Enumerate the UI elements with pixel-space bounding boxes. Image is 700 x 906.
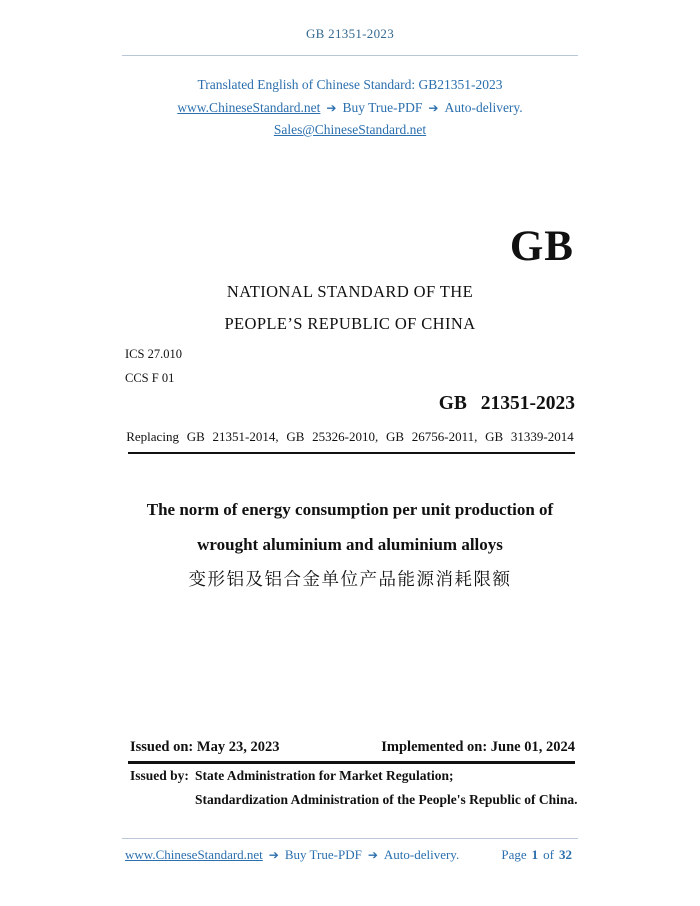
document-title-chinese: 变形铝及铝合金单位产品能源消耗限额 (188, 569, 512, 589)
footer-auto-delivery-text: Auto-delivery. (383, 847, 460, 862)
header-doc-code: GB 21351-2023 (305, 26, 395, 41)
right-arrow-icon: ➔ (367, 848, 378, 862)
right-arrow-icon: ➔ (428, 101, 439, 115)
issued-by-label: Issued by: (130, 768, 189, 783)
document-title-english-line1: The norm of energy consumption per unit production of (146, 500, 554, 519)
page-label: Page (501, 847, 527, 862)
total-page-number: 32 (559, 847, 572, 862)
auto-delivery-text: Auto-delivery. (444, 100, 523, 115)
issuance-divider (128, 761, 575, 764)
ccs-code: CCS F 01 (125, 371, 175, 385)
issuer-line2: Standardization Administration of the People's Republic of China. (195, 792, 578, 807)
issued-on-text: Issued on: May 23, 2023 (130, 739, 280, 755)
replacing-standards-line: Replacing GB 21351-2014, GB 25326-2010, GB 26756-2011, GB 31339-2014 (126, 429, 574, 444)
store-site-link[interactable]: www.ChineseStandard.net (177, 100, 321, 115)
buy-true-pdf-text: Buy True-PDF (342, 100, 423, 115)
store-link-line (0, 100, 700, 116)
current-page-number: 1 (531, 847, 539, 862)
footer-site-link[interactable]: www.ChineseStandard.net (125, 847, 263, 862)
right-arrow-icon: ➔ (268, 848, 279, 862)
of-label: of (543, 847, 554, 862)
header-divider (122, 55, 578, 56)
standard-number: GB 21351-2023 (438, 393, 575, 414)
ics-code: ICS 27.010 (125, 347, 182, 361)
sales-email-line (0, 122, 700, 138)
footer-store-line (125, 847, 459, 863)
right-arrow-icon: ➔ (326, 101, 337, 115)
document-title-english-line2: wrought aluminium and aluminium alloys (197, 535, 503, 554)
masthead-divider (128, 452, 575, 454)
issuer-line1: State Administration for Market Regulation; (195, 768, 454, 783)
footer-buy-true-pdf-text: Buy True-PDF (284, 847, 362, 862)
translated-standard-line: Translated English of Chinese Standard: GB21351-2023 (197, 77, 503, 92)
sales-email-link[interactable]: Sales@ChineseStandard.net (273, 122, 427, 137)
national-standard-line2: PEOPLE’S REPUBLIC OF CHINA (224, 314, 476, 333)
national-standard-line1: NATIONAL STANDARD OF THE (226, 282, 474, 301)
page-indicator (499, 847, 575, 863)
implemented-on-text: Implemented on: June 01, 2024 (381, 739, 575, 755)
gb-logo: GB (509, 223, 574, 270)
footer-divider (122, 838, 578, 839)
